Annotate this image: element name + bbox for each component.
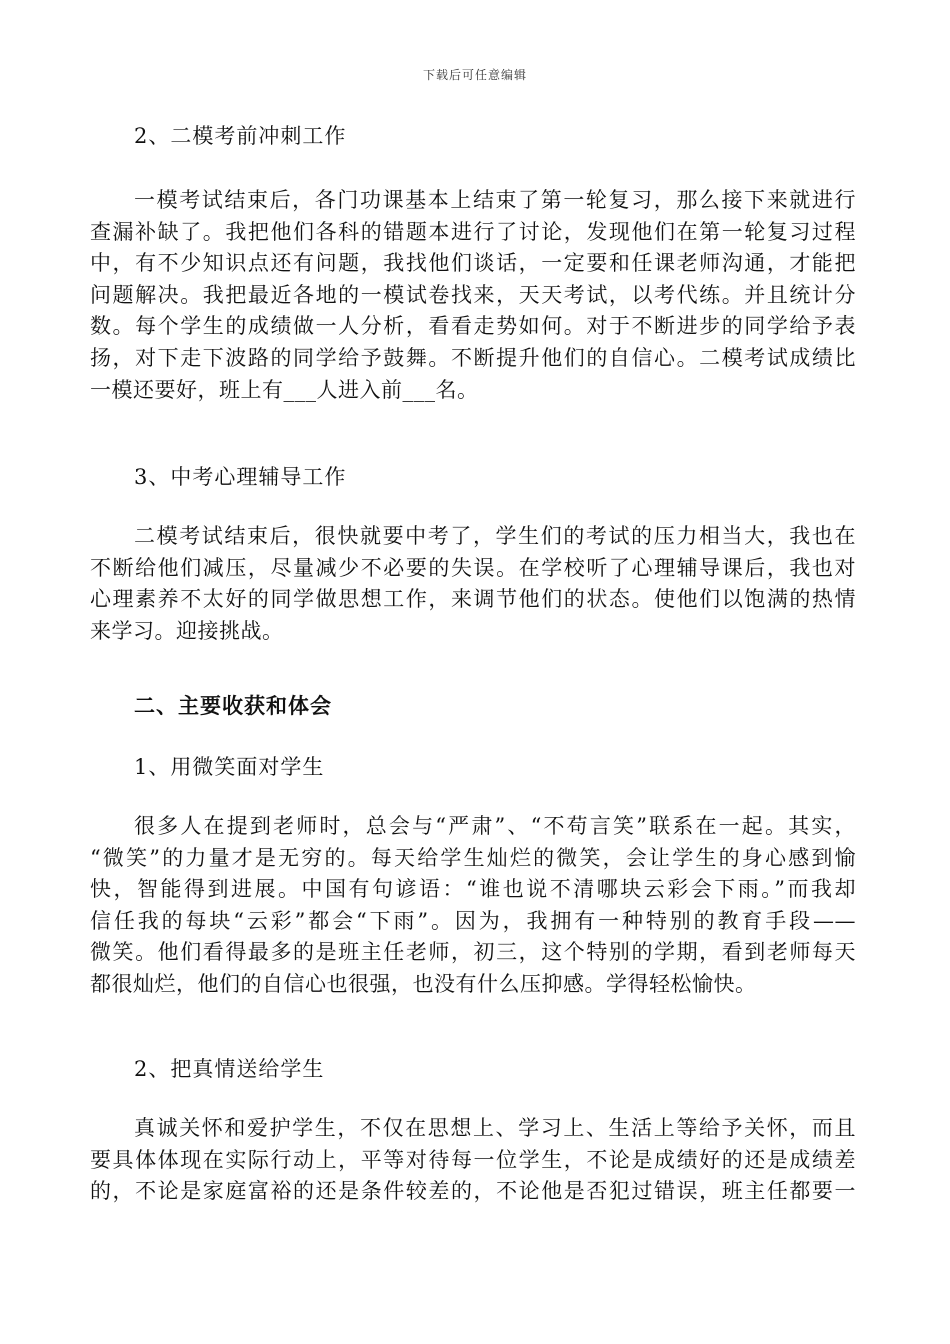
paragraph-line: “微笑”的力量才是无穷的。每天给学生灿烂的微笑，会让学生的身心感到愉 [90,845,856,870]
paragraph-psych-counseling [90,521,856,647]
paragraph-line: 数。每个学生的成绩做一人分析，看看走势如何。对于不断进步的同学给予表 [90,314,856,339]
subheading-psych-counseling: 3、中考心理辅导工作 [134,465,347,489]
paragraph-line: 查漏补缺了。我把他们各科的错题本进行了讨论，发现他们在第一轮复习过程 [90,219,856,244]
subheading-exam-sprint: 2、二模考前冲刺工作 [134,124,347,148]
paragraph-line: 中，有不少知识点还有问题，我找他们谈话，一定要和任课老师沟通，才能把 [90,251,856,276]
paragraph-line: 要具体体现在实际行动上，平等对待每一位学生，不论是成绩好的还是成绩差 [90,1147,856,1172]
paragraph-line: 微笑。他们看得最多的是班主任老师，初三，这个特别的学期，看到老师每天 [90,940,856,965]
paragraph-line: 二模考试结束后，很快就要中考了，学生们的考试的压力相当大，我也在 [134,524,856,548]
page-header: 下载后可任意编辑 [422,68,527,82]
paragraph-smile [90,811,856,1001]
paragraph-line: 问题解决。我把最近各地的一模试卷找来，天天考试，以考代练。并且统计分 [90,282,856,307]
paragraph-line: 快，智能得到进展。中国有句谚语：“谁也说不清哪块云彩会下雨。”而我却 [90,877,856,902]
paragraph-line: 真诚关怀和爱护学生，不仅在思想上、学习上、生活上等给予关怀，而且 [134,1116,856,1140]
paragraph-line: 的，不论是家庭富裕的还是条件较差的，不论他是否犯过错误，班主任都要一 [90,1179,856,1204]
paragraph-line: 很多人在提到老师时，总会与“严肃”、“不苟言笑”联系在一起。其实， [134,814,856,838]
paragraph-sincerity [90,1113,856,1208]
paragraph-line: 一模还要好，班上有___人进入前___名。 [90,377,479,402]
paragraph-exam-sprint [90,185,856,406]
subheading-smile: 1、用微笑面对学生 [134,755,325,779]
paragraph-line: 心理素养不太好的同学做思想工作，来调节他们的状态。使他们以饱满的热情 [90,587,856,612]
paragraph-line: 一模考试结束后，各门功课基本上结束了第一轮复习，那么接下来就进行 [134,188,856,212]
section-heading-gains: 二、主要收获和体会 [134,693,332,718]
paragraph-line: 来学习。迎接挑战。 [90,618,284,643]
paragraph-line: 信任我的每块“云彩”都会“下雨”。因为，我拥有一种特别的教育手段—— [90,908,856,933]
paragraph-line: 扬，对下走下波路的同学给予鼓舞。不断提升他们的自信心。二模考试成绩比 [90,345,856,370]
paragraph-line: 都很灿烂，他们的自信心也很强，也没有什么压抑感。学得轻松愉快。 [90,971,757,996]
subheading-sincerity: 2、把真情送给学生 [134,1057,325,1081]
paragraph-line: 不断给他们减压，尽量减少不必要的失误。在学校听了心理辅导课后，我也对 [90,555,856,580]
